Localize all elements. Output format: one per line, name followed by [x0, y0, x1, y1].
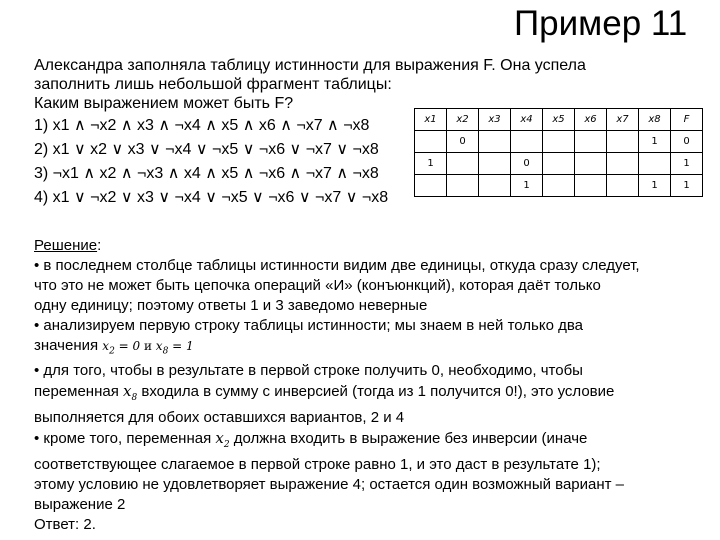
solution-line — [34, 381, 718, 408]
problem-question: Каким выражением может быть F? — [34, 95, 294, 112]
header-cell: x8 — [639, 109, 671, 131]
table-cell: 0 — [671, 131, 703, 153]
answer-option-4: 4) x1 ∨ ¬x2 ∨ x3 ∨ ¬x4 ∨ ¬x5 ∨ ¬x6 ∨ ¬x7 ∨ ¬x8 — [34, 189, 389, 206]
table-cell — [511, 131, 543, 153]
formula-var: x — [123, 382, 132, 401]
formula-val: = 1 — [168, 339, 194, 353]
table-row — [415, 153, 703, 175]
formula-sub: 2 — [223, 440, 230, 451]
solution-line: выполняется для обоих оставшихся вариантов, 2 и 4 — [34, 409, 405, 427]
formula-sub: 8 — [162, 346, 169, 357]
solution-text: • кроме того, переменная — [34, 430, 216, 448]
solution-line: • для того, чтобы в результате в первой строке получить 0, необходимо, чтобы — [34, 362, 583, 380]
header-cell: x3 — [479, 109, 511, 131]
solution-section — [34, 236, 718, 535]
slide-title: Пример 11 — [514, 4, 688, 43]
formula-x8 — [123, 382, 138, 404]
solution-text: переменная — [34, 383, 124, 401]
table-cell: 1 — [415, 153, 447, 175]
table-cell — [479, 131, 511, 153]
table-cell — [479, 153, 511, 175]
table-cell — [543, 175, 575, 197]
formula-var: x — [102, 339, 110, 353]
table-row — [415, 131, 703, 153]
formula-x2 — [215, 429, 230, 451]
solution-line — [34, 428, 718, 455]
solution-line — [34, 336, 718, 361]
table-cell — [543, 153, 575, 175]
table-cell — [415, 175, 447, 197]
solution-line: • анализируем первую строку таблицы истинности; мы знаем в ней только два — [34, 317, 583, 334]
header-cell: x1 — [415, 109, 447, 131]
table-cell — [575, 175, 607, 197]
solution-heading-line — [34, 236, 718, 256]
table-cell — [479, 175, 511, 197]
solution-line: что это не может быть цепочка операций «И» (конъюнкций), которая даёт только — [34, 277, 601, 294]
answer-option-2: 2) x1 ∨ x2 ∨ x3 ∨ ¬x4 ∨ ¬x5 ∨ ¬x6 ∨ ¬x7 ∨ ¬x8 — [34, 141, 379, 158]
solution-line: одну единицу; поэтому ответы 1 и 3 заведомо неверные — [34, 297, 428, 314]
table-cell — [415, 131, 447, 153]
formula-sub: 2 — [109, 346, 115, 357]
table-row — [415, 175, 703, 197]
problem-line-2: заполнить лишь небольшой фрагмент таблицы: — [34, 76, 392, 93]
answer-option-1: 1) x1 ∧ ¬x2 ∧ x3 ∧ ¬x4 ∧ x5 ∧ x6 ∧ ¬x7 ∧ ¬x8 — [34, 117, 370, 134]
header-cell: x2 — [447, 109, 479, 131]
answer-options — [34, 114, 388, 210]
table-cell — [607, 153, 639, 175]
problem-statement — [34, 56, 586, 113]
table-cell: 0 — [447, 131, 479, 153]
table-cell — [575, 131, 607, 153]
header-cell: F — [671, 109, 703, 131]
table-cell: 0 — [511, 153, 543, 175]
solution-line: этому условию не удовлетворяет выражение 4; остается один возможный вариант – — [34, 476, 625, 494]
solution-line: • в последнем столбце таблицы истинности видим две единицы, откуда сразу следует, — [34, 257, 640, 274]
table-cell — [639, 153, 671, 175]
header-cell: x5 — [543, 109, 575, 131]
table-cell: 1 — [639, 175, 671, 197]
table-cell — [543, 131, 575, 153]
table-cell: 1 — [511, 175, 543, 197]
answer-option-3: 3) ¬x1 ∧ x2 ∧ ¬x3 ∧ x4 ∧ x5 ∧ ¬x6 ∧ ¬x7 ∧ ¬x8 — [34, 165, 379, 182]
formula-val: = 0 — [114, 339, 141, 353]
table-cell — [575, 153, 607, 175]
table-cell: 1 — [639, 131, 671, 153]
table-cell — [447, 153, 479, 175]
problem-line-1: Александра заполняла таблицу истинности для выражения F. Она успела — [34, 57, 586, 74]
formula-var: x — [215, 429, 224, 448]
formula-sub: 8 — [131, 393, 138, 404]
formula-x2-equals-0 — [102, 339, 194, 357]
table-cell: 1 — [671, 153, 703, 175]
solution-text: значения — [34, 337, 99, 354]
table-cell — [607, 175, 639, 197]
table-cell: 1 — [671, 175, 703, 197]
header-cell: x7 — [607, 109, 639, 131]
formula-var: x — [155, 339, 163, 353]
header-cell: x6 — [575, 109, 607, 131]
solution-heading-colon: : — [97, 237, 102, 254]
solution-line: соответствующее слагаемое в первой строке равно 1, и это даст в результате 1); — [34, 456, 601, 474]
solution-heading: Решение — [34, 237, 98, 254]
table-cell — [607, 131, 639, 153]
header-cell: x4 — [511, 109, 543, 131]
formula-conj: и — [140, 339, 156, 353]
truth-table — [414, 108, 703, 197]
solution-text: должна входить в выражение без инверсии (иначе — [229, 430, 588, 448]
solution-text: входила в сумму с инверсией (тогда из 1 получится 0!), это условие — [137, 383, 615, 401]
solution-line: выражение 2 — [34, 496, 126, 514]
final-answer: Ответ: 2. — [34, 516, 96, 534]
table-cell — [447, 175, 479, 197]
truth-table-header-row — [415, 109, 703, 131]
